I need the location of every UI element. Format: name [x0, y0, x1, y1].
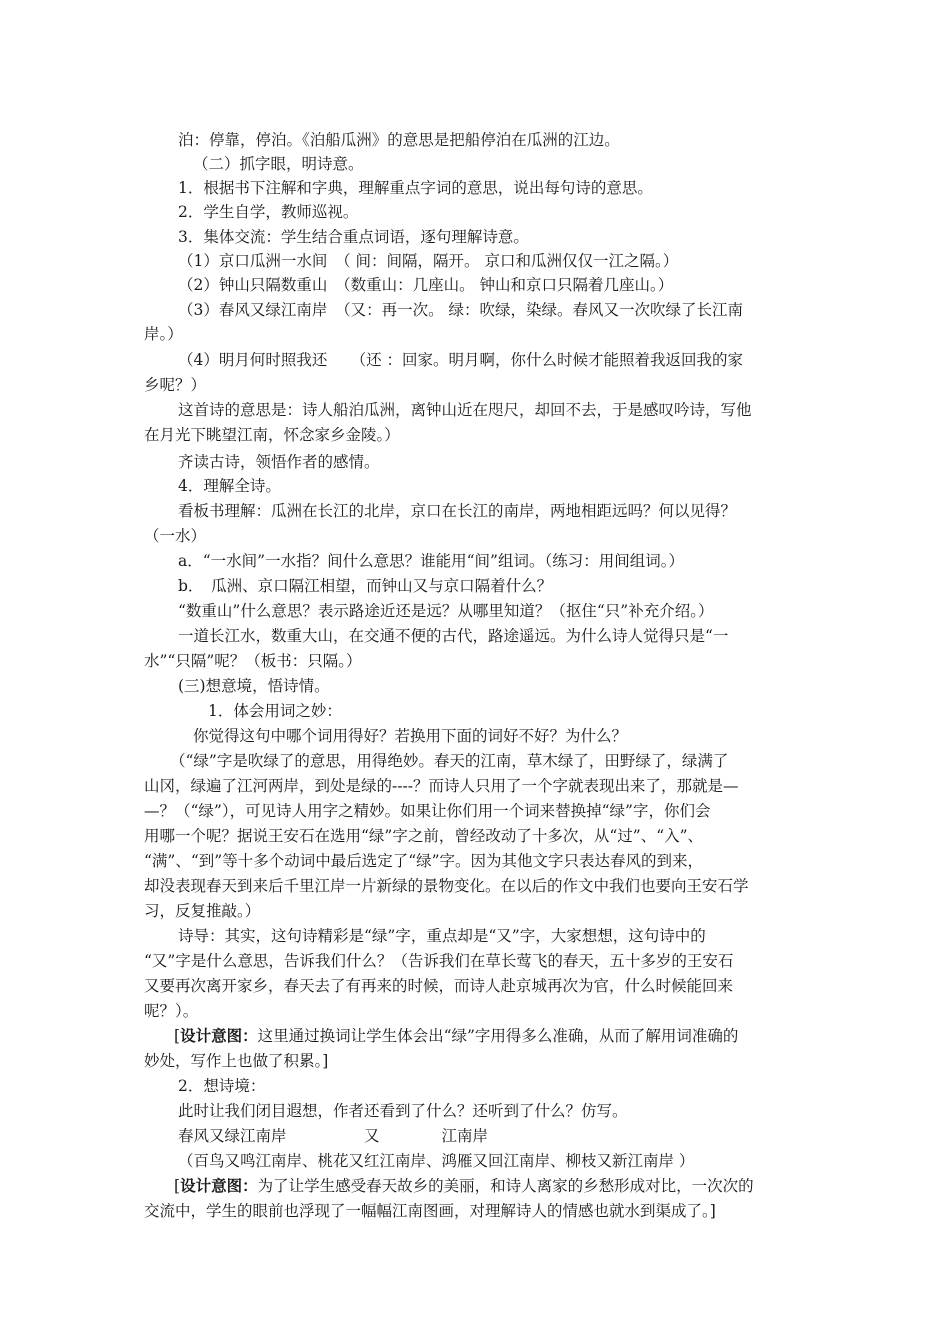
bracket: [ [174, 1177, 181, 1195]
text-line: 1．体会用词之妙： [208, 702, 342, 720]
text-line: 诗导：其实，这句诗精彩是“绿”字，重点却是“又”字，大家想想，这句诗中的 [178, 927, 706, 945]
text-line: 用哪一个呢？据说王安石在选用“绿”字之前，曾经改动了十多次，从“过”、“入”、 [144, 827, 704, 845]
text-line: 却没表现春天到来后千里江岸一片新绿的景物变化。在以后的作文中我们也要向王安石学 [144, 877, 749, 895]
text-line: 在月光下眺望江南，怀念家乡金陵。） [144, 426, 400, 444]
text-line: 齐读古诗，领悟作者的感情。 [178, 453, 380, 471]
text-line: 3．集体交流：学生结合重点词语，逐句理解诗意。 [178, 228, 529, 246]
text-line: 2．学生自学，教师巡视。 [178, 203, 359, 221]
design-intent-line [174, 1024, 738, 1048]
text-line: 交流中，学生的眼前也浮现了一幅幅江南图画，对理解诗人的情感也就水到渠成了。] [144, 1202, 716, 1220]
design-intent-line [174, 1174, 754, 1198]
text-line: —？（“绿”），可见诗人用字之精妙。如果让你们用一个词来替换掉“绿”字，你们会 [144, 802, 711, 820]
text-line: “数重山”什么意思？表示路途近还是远？从哪里知道？（抠住“只”补充介绍。） [178, 602, 714, 620]
text-line: 妙处，写作上也做了积累。] [144, 1052, 329, 1070]
design-intent-text: 为了让学生感受春天故乡的美丽，和诗人离家的乡愁形成对比，一次次的 [257, 1177, 754, 1195]
design-intent-label: 设计意图： [180, 1026, 258, 1045]
text-line: （一水） [144, 527, 207, 545]
text-line: 1．根据书下注解和字典，理解重点字词的意思，说出每句诗的意思。 [178, 179, 653, 197]
bracket: [ [174, 1027, 181, 1045]
text-line: （百鸟又鸣江南岸、桃花又红江南岸、鸿雁又回江南岸、柳枝又新江南岸 ） [178, 1152, 695, 1170]
text-line: b． 瓜洲、京口隔江相望，而钟山又与京口隔着什么？ [178, 577, 553, 595]
text-line: “又”字是什么意思，告诉我们什么？（告诉我们在草长莺飞的春天，五十多岁的王安石 [144, 952, 734, 970]
design-intent-label: 设计意图： [180, 1176, 258, 1195]
text-line: （4）明月何时照我还 （还 ：回家。明月啊，你什么时候才能照着我返回我的家 [178, 351, 744, 369]
text-line: （“绿”字是吹绿了的意思，用得绝妙。春天的江南，草木绿了，田野绿了，绿满了 [170, 752, 729, 770]
section-heading: （二）抓字眼，明诗意。 [193, 155, 364, 173]
text-line: 此时让我们闭目遐想，作者还看到了什么？还听到了什么？仿写。 [178, 1102, 628, 1120]
text-line: 又要再次离开家乡，春天去了有再来的时候，而诗人赴京城再次为官，什么时候能回来 [144, 977, 734, 995]
section-heading: (三)想意境，悟诗情。 [178, 677, 330, 695]
text-line: 这首诗的意思是：诗人船泊瓜洲，离钟山近在咫尺，却回不去，于是感叹吟诗，写他 [178, 401, 752, 419]
text-line: （2）钟山只隔数重山 （数重山：几座山。 钟山和京口只隔着几座山。） [178, 276, 674, 294]
text-line: 你觉得这句中哪个词用得好？若换用下面的词好不好？为什么？ [193, 727, 628, 745]
text-line: “满”、“到”等十多个动词中最后选定了“绿”字。因为其他文字只表达春风的到来， [144, 852, 704, 870]
text-line: 4．理解全诗。 [178, 477, 281, 495]
text-line: 山冈，绿遍了江河两岸，到处是绿的----？而诗人只用了一个字就表现出来了，那就是— [144, 777, 739, 795]
text-line: 呢？）。 [144, 1002, 199, 1020]
text-line: 看板书理解：瓜洲在长江的北岸，京口在长江的南岸，两地相距远吗？何以见得？ [178, 502, 737, 520]
text-line: （3）春风又绿江南岸 （又：再一次。 绿：吹绿，染绿。春风又一次吹绿了长江南 [178, 301, 744, 319]
design-intent-text: 这里通过换词让学生体会出“绿”字用得多么准确，从而了解用词准确的 [257, 1027, 739, 1045]
text-line: 岸。） [144, 325, 183, 343]
text-line: 春风又绿江南岸 又 江南岸 [178, 1127, 489, 1145]
text-line: 泊：停靠，停泊。《泊船瓜洲》的意思是把船停泊在瓜洲的江边。 [178, 131, 620, 149]
text-line: 水”“只隔”呢？（板书：只隔。） [144, 652, 362, 670]
text-line: a．“一水间”一水指？间什么意思？谁能用“间”组词。（练习：用间组词。） [178, 552, 684, 570]
text-line: 一道长江水，数重大山，在交通不便的古代，路途遥远。为什么诗人觉得只是“一 [178, 627, 729, 645]
text-line: 2．想诗境： [178, 1077, 266, 1095]
text-line: 习，反复推敲。） [144, 902, 261, 920]
text-line: 乡呢？） [144, 376, 207, 394]
text-line: （1）京口瓜洲一水间 （ 间：间隔，隔开。 京口和瓜洲仅仅一江之隔。） [178, 252, 679, 270]
